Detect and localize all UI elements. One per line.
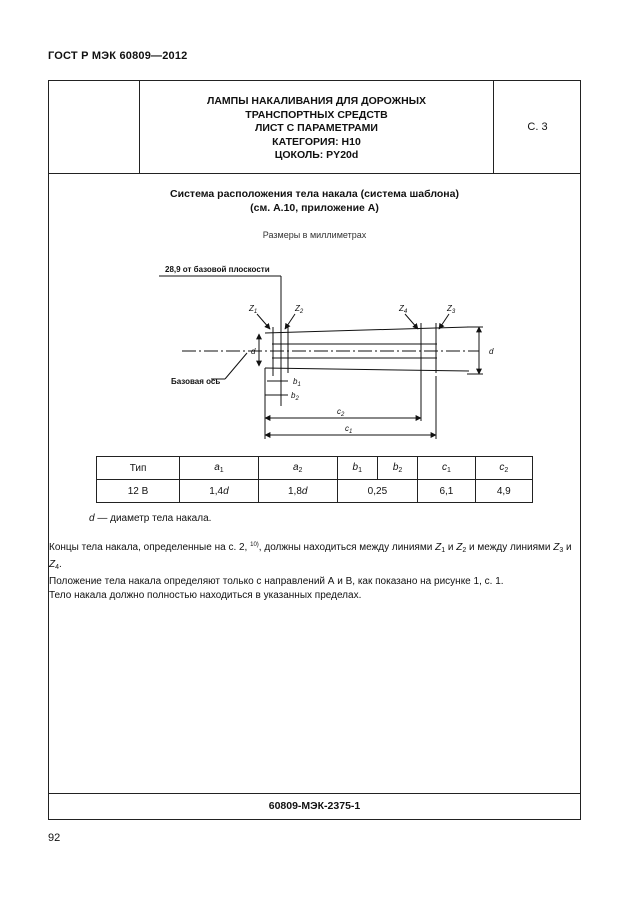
footer-divider <box>49 793 580 794</box>
cell-a1: 1,4d <box>180 480 259 503</box>
header-line: ЛИСТ С ПАРАМЕТРАМИ <box>255 122 378 134</box>
cell-type: 12 В <box>97 480 180 503</box>
table-row <box>97 480 533 503</box>
paragraph-2: Положение тела накала определяют только с направлений А и В, как показано на рисунке 1, с. 1. <box>49 576 504 587</box>
axis-label: Базовая ось <box>171 377 221 386</box>
paragraph-1: Концы тела накала, определенные на с. 2, $^{10)}$, должны находиться между линиями $Z_1$ и $Z_2$ и между линиями $Z_3$ и $Z_4$. <box>49 542 572 571</box>
d-label: d <box>251 347 256 356</box>
standard-code: ГОСТ Р МЭК 60809—2012 <box>48 50 188 62</box>
header-cell-c2: $c_2$ <box>475 457 532 480</box>
sheet-ref: С. 3 <box>493 81 581 173</box>
section-title-line1: Система расположения тела накала (система шаблона) <box>170 188 459 200</box>
filament-diagram <box>165 261 497 441</box>
header-cell-a1: $a_1$ <box>180 457 259 480</box>
sheet-frame <box>48 80 581 820</box>
header-cell-a2: $a_2$ <box>258 457 337 480</box>
header-cell-b1: $b_1$ <box>337 457 377 480</box>
b1-label: $b_1$ <box>293 377 301 388</box>
header-line: КАТЕГОРИЯ: Н10 <box>272 135 361 148</box>
z1-leader <box>257 314 270 329</box>
upper-line <box>265 327 469 333</box>
header-line: ЛАМПЫ НАКАЛИВАНИЯ ДЛЯ ДОРОЖНЫХ <box>206 95 427 107</box>
paragraph-3: Тело накала должно полностью находиться в указанных пределах. <box>49 590 362 601</box>
z3-leader <box>439 314 449 329</box>
section-title-line2: (см. А.10, приложение А) <box>250 202 379 214</box>
z3-label: $Z_3$ <box>447 304 456 315</box>
z2-leader <box>285 314 295 329</box>
header-cell-type: Тип <box>97 457 180 480</box>
section-title <box>49 187 580 215</box>
requirements-text <box>49 538 580 603</box>
lower-line <box>265 368 469 371</box>
diameter-note: d — диаметр тела накала. <box>89 513 212 524</box>
cell-c2: 4,9 <box>475 480 532 503</box>
z4-label: $Z_4$ <box>399 304 408 315</box>
parameter-table <box>96 456 533 503</box>
header-cell-b2: $b_2$ <box>377 457 417 480</box>
header-line: ТРАНСПОРТНЫХ СРЕДСТВ <box>245 108 388 121</box>
table-header-row <box>97 457 533 480</box>
z2-label: $Z_2$ <box>295 304 304 315</box>
ref-label: 28,9 от базовой плоскости <box>165 265 270 274</box>
header-left-cell <box>49 81 140 173</box>
page-number: 92 <box>48 832 61 844</box>
header-cell-c1: $c_1$ <box>418 457 475 480</box>
header-line: ЦОКОЛЬ: PY20d <box>274 149 359 161</box>
axis-leader <box>225 353 247 379</box>
cell-b-merged: 0,25 <box>337 480 418 503</box>
c1-label: $c_1$ <box>345 424 353 435</box>
units-note: Размеры в миллиметрах <box>262 230 367 240</box>
header-title <box>140 95 493 163</box>
cell-a2: 1,8d <box>258 480 337 503</box>
b2-label: $b_2$ <box>291 391 299 402</box>
header-block <box>49 81 580 174</box>
cell-c1: 6,1 <box>418 480 475 503</box>
d2-label: d <box>489 347 494 356</box>
z1-label: $Z_1$ <box>249 304 258 315</box>
c2-label: $c_2$ <box>337 407 345 418</box>
z4-leader <box>405 314 418 329</box>
footer-code: 60809-МЭК-2375-1 <box>268 800 361 812</box>
